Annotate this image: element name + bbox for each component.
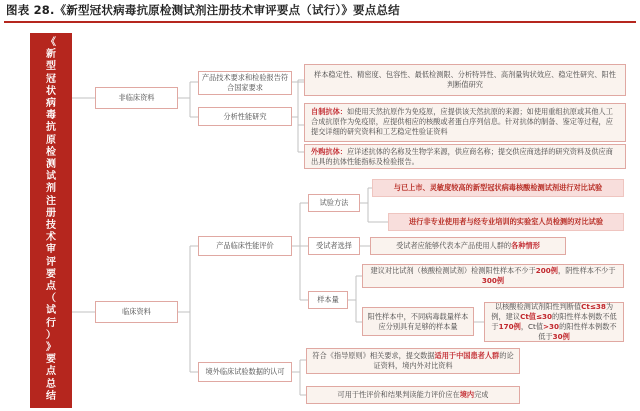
perf-study-node	[198, 107, 292, 126]
overseas-a-text: 符合《指导原则》相关要求，提交数据	[312, 351, 435, 360]
root-label-char: 》	[46, 342, 56, 354]
subject-text-emphasis: 各种情形	[511, 241, 540, 250]
root-label-char: 原	[46, 134, 56, 146]
sample-c-mid3: ，Ct值	[520, 322, 544, 331]
overseas-a-node	[306, 348, 520, 374]
figure-title: 图表 28.《新型冠状病毒抗原检测试剂注册技术审评要点（试行）》要点总结	[6, 3, 400, 17]
subject-label: 受试者选择	[316, 241, 352, 250]
tech-report-label: 产品技术要求和检验报告符合国家要求	[201, 73, 289, 92]
tech-report-node	[198, 71, 292, 95]
sample-b-text: 阳性样本中，不同病毒载量样本应分别具有足够的样本量	[367, 311, 469, 331]
root-label-char: 审	[46, 244, 56, 256]
test-method-node	[308, 194, 360, 212]
root-label-char: 注	[46, 195, 56, 207]
sample-c-node	[484, 302, 624, 342]
sample-a-negative: 300例	[481, 276, 505, 285]
method-a-node	[372, 179, 624, 197]
overseas-b-text: 可用于性评价和结果判读能力评价应在	[337, 390, 460, 399]
root-label-char: 型	[46, 61, 56, 73]
root-label-char: 毒	[46, 110, 56, 122]
root-label-char: 术	[46, 232, 56, 244]
self-antibody-text: 如使用天然抗原作为免疫原，应提供该天然抗原的来源；如使用重组抗原或其他人工合成抗原作为免疫原，应提供相应的核酸或者蛋白序列信息。针对抗体的制备、鉴定等过程，应提交详细的研究资料和工艺稳定性验证资料	[311, 107, 613, 136]
root-label-char: 册	[46, 207, 56, 219]
sample-c-mid1: 为例，建议	[491, 302, 614, 321]
self-antibody-node	[304, 103, 626, 142]
self-antibody-tag: 自制抗体：	[311, 107, 347, 116]
root-label-char: 总	[46, 378, 56, 390]
root-label-char: 结	[46, 390, 56, 402]
sample-c-prefix: 以核酸检测试剂阳性判断值	[494, 302, 582, 311]
root-label-char: 评	[46, 256, 56, 268]
root-label-char: 要	[46, 354, 56, 366]
clinical-eval-label: 产品临床性能评价	[216, 241, 274, 250]
overseas-b-node	[306, 386, 520, 404]
root-label-char: 测	[46, 159, 56, 171]
clinical-node	[95, 301, 178, 323]
root-label-char: 新	[46, 49, 56, 61]
sample-c-ct2: Ct值≤30	[520, 312, 552, 321]
root-label-char: 状	[46, 85, 56, 97]
outsourced-antibody-node	[304, 144, 626, 169]
sample-a-mid: ，阴性样本不少于	[558, 266, 616, 275]
root-label-char: 抗	[46, 122, 56, 134]
root-label-open: 《	[46, 37, 56, 48]
sample-size-node	[308, 291, 348, 309]
subject-node	[308, 237, 360, 255]
subject-text-node	[370, 237, 566, 255]
clinical-eval-node	[198, 236, 292, 256]
sample-a-prefix: 建议对比试剂（核酸检测试剂）检测阳性样本不少于	[370, 266, 536, 275]
sample-c-ct3: >30	[543, 322, 560, 331]
subject-text: 受试者应能够代表本产品使用人群的	[396, 241, 512, 250]
clinical-label: 临床资料	[122, 307, 151, 316]
method-b-node	[388, 213, 624, 231]
overseas-b-tail: 完成	[474, 390, 489, 399]
root-label-char: 剂	[46, 183, 56, 195]
root-label-char: 试	[46, 171, 56, 183]
overseas-node	[198, 362, 292, 382]
sample-c-ct1: Ct≤38	[581, 302, 606, 311]
root-label-char: 点	[46, 366, 56, 378]
root-label-char: 要	[46, 268, 56, 280]
sample-a-node	[362, 264, 624, 288]
sample-b-node	[362, 307, 474, 336]
sample-c-n1: 170例	[498, 322, 521, 331]
test-method-label: 试验方法	[319, 198, 349, 207]
sample-c-mid4: 的阳性样本例数不低于	[538, 322, 617, 341]
non-clinical-node	[95, 87, 178, 109]
root-label-char: 点	[46, 281, 56, 293]
outsourced-antibody-tag: 外购抗体：	[311, 147, 347, 156]
overseas-label: 境外临床试验数据的认可	[205, 367, 285, 376]
root-label-char: 冠	[46, 73, 56, 85]
overseas-a-tail: 的论证资料，境内外对比资料	[373, 351, 514, 370]
root-label-char: 技	[46, 220, 56, 232]
root-label-char: 试	[46, 305, 56, 317]
perf-study-label: 分析性能研究	[223, 111, 267, 121]
root-label-char: 病	[46, 98, 56, 110]
root-label-char: 检	[46, 146, 56, 158]
sample-a-positive: 200例	[535, 266, 558, 275]
sample-size-label: 样本量	[317, 295, 339, 304]
root-label-char: （	[46, 293, 56, 305]
overseas-b-emphasis: 境内	[459, 390, 475, 399]
sample-c-n2: 30例	[552, 332, 570, 341]
method-a-text: 与已上市、灵敏度较高的新型冠状病毒核酸检测试剂进行对比试验	[393, 183, 603, 192]
indicators-text: 样本稳定性、精密度、包容性、最低检测限、分析特异性、高剂量钩状效应、稳定性研究、阳性判断值研究	[314, 70, 616, 89]
overseas-a-emphasis: 适用于中国患者人群	[434, 351, 500, 360]
non-clinical-label: 非临床资料	[118, 93, 155, 102]
method-b-text: 进行非专业使用者与经专业培训的实验室人员检测的对比试验	[408, 217, 604, 226]
outsourced-antibody-text: 应详述抗体的名称及生物学来源，供应商名称；提交供应商选择的研究资料及供应商出具的抗体性能指标及检验报告。	[311, 147, 613, 166]
root-label-char: 行	[46, 317, 56, 329]
sample-c-mid2: 的阳性样本例数不低于	[491, 312, 617, 331]
root-label-char: ）	[46, 329, 56, 341]
indicators-node	[304, 64, 626, 96]
